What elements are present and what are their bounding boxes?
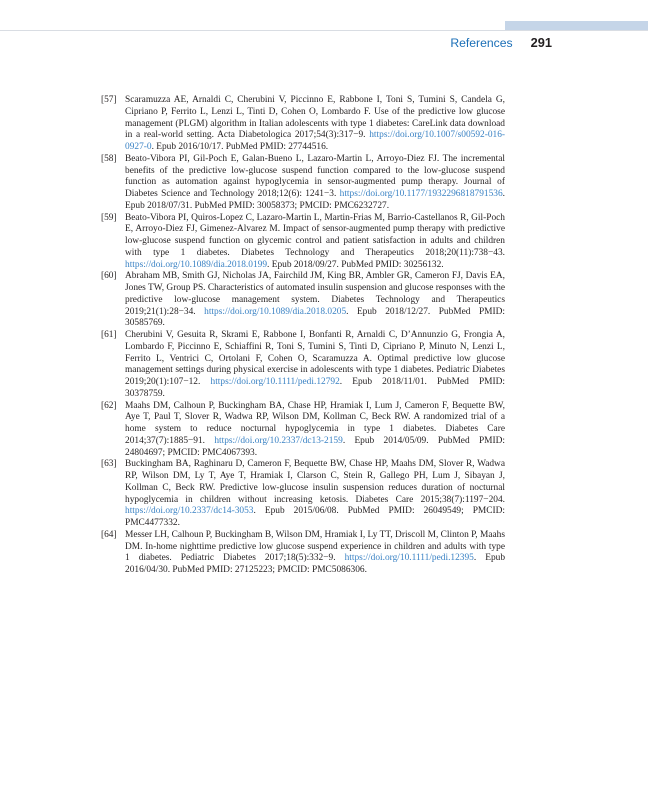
reference-text	[125, 271, 505, 330]
reference-number: [58]	[101, 153, 117, 164]
reference-epub: . Epub 2018/12/27. PubMed PMID: 30585769.	[125, 306, 505, 329]
reference-number: [57]	[101, 95, 117, 105]
reference-citation: Buckingham BA, Raghinaru D, Cameron F, Bequette BW, Chase HP, Maahs DM, Slover R, Wadwa RP, Wilson DM, Ly T, Aye T, Hramiak I, Clarson C, Stein R, Gallego PH, Lum J, Sibayan J, Kollman C, Beck RW. Predictive low-glucose insulin suspension reduces duration of nocturnal hypoglycemia in children without increasing ketosis. Diabetes Care 2015;38(7):1197−204.	[125, 459, 505, 505]
doi-link[interactable]: https://doi.org/10.1177/1932296818791536	[339, 189, 503, 199]
reference-entry	[101, 330, 505, 401]
reference-citation: Abraham MB, Smith GJ, Nicholas JA, Fairchild JM, King BR, Ambler GR, Cameron FJ, Davis EA, Jones TW, Group PS. Characteristics of automated insulin suspension and glucose responses with the predictive low-glucose management system. Diabetes Technology and Therapeutics 2019;21(1):28−34.	[125, 271, 505, 317]
doi-link[interactable]: https://doi.org/10.1111/pedi.12792	[210, 377, 340, 387]
reference-entry	[101, 530, 505, 577]
reference-epub: . Epub 2018/11/01. PubMed PMID: 30378759.	[125, 377, 505, 399]
reference-entry	[101, 401, 505, 460]
section-title: References	[450, 36, 513, 50]
reference-entry	[101, 95, 505, 154]
reference-text	[125, 530, 505, 577]
doi-link[interactable]: https://doi.org/10.2337/dc13-2159	[214, 435, 343, 446]
page-number: 291	[530, 35, 552, 50]
reference-entry	[101, 213, 505, 272]
reference-list	[101, 95, 505, 577]
reference-text	[125, 330, 505, 401]
reference-text	[125, 459, 505, 530]
reference-number: [61]	[101, 330, 117, 340]
reference-number: [60]	[101, 271, 117, 282]
reference-entry	[101, 459, 505, 530]
reference-citation: Cherubini V, Gesuita R, Skrami E, Rabbone I, Bonfanti R, Arnaldi C, D’Annunzio G, Frongia A, Lombardo F, Piccinno E, Schiaffini R, Toni S, Tumini S, Tinti D, Cipriano P, Minuto N, Lenzi L, Ferrito L, Ventrici C, Ortolani F, Cohen O, Scaramuzza A. Optimal predictive low glucose management settings during physical exercise in adolescents with type 1 diabetes. Pediatric Diabetes 2019;20(1):107−12.	[125, 330, 505, 387]
reference-epub: . Epub 2016/04/30. PubMed PMID: 27125223; PMCID: PMC5086306.	[125, 553, 506, 575]
reference-number: [63]	[101, 459, 117, 470]
doi-link[interactable]: https://doi.org/10.2337/dc14-3053	[125, 506, 254, 517]
header-rule	[0, 30, 648, 31]
reference-citation: Messer LH, Calhoun P, Buckingham B, Wilson DM, Hramiak I, Ly TT, Driscoll M, Clinton P, Maahs DM. In-home nighttime predictive low glucose suspend experience in children and adults with type 1 diabetes. Pediatric Diabetes 2017;18(5):332−9.	[125, 529, 505, 564]
doi-link[interactable]: https://doi.org/10.1111/pedi.12395	[344, 553, 474, 564]
doi-link[interactable]: https://doi.org/10.1089/dia.2018.0205	[204, 306, 347, 317]
reference-citation: Maahs DM, Calhoun P, Buckingham BA, Chase HP, Hramiak I, Lum J, Cameron F, Bequette BW, Aye T, Paul T, Slover R, Wadwa RP, Wilson DM, Kollman C, Beck RW. A randomized trial of a home system to reduce nocturnal hypoglycemia in type 1 diabetes. Diabetes Care 2014;37(7):1885−91.	[125, 400, 505, 446]
reference-epub: . Epub 2018/09/27. PubMed PMID: 30256132.	[267, 259, 444, 270]
reference-text	[125, 401, 505, 460]
reference-number: [64]	[101, 529, 117, 540]
reference-entry	[101, 271, 505, 330]
reference-citation: Scaramuzza AE, Arnaldi C, Cherubini V, Piccinno E, Rabbone I, Toni S, Tumini S, Candela G, Cipriano P, Ferrito L, Lenzi L, Tinti D, Cohen O, Lombardo F. Use of the predictive low glucose management (PLGM) algorithm in Italian adolescents with type 1 diabetes: CareLink data download in a real-world setting. Acta Diabetologica 2017;54(3):317−9.	[125, 95, 505, 141]
reference-epub: . Epub 2016/10/17. PubMed PMID: 27744516.	[151, 142, 329, 152]
reference-number: [59]	[101, 212, 117, 223]
reference-text	[125, 213, 505, 272]
doi-link[interactable]: https://doi.org/10.1007/s00592-016-0927-0	[125, 130, 506, 152]
reference-citation: Beato-Vibora PI, Quiros-Lopez C, Lazaro-Martin L, Martin-Frias M, Barrio-Castellanos R, Gil-Poch E, Arroyo-Diez FJ, Gimenez-Alvarez M. Impact of sensor-augmented pump therapy with predictive low-glucose suspend function on glycemic control and patient satisfaction in adults and children with type 1 diabetes. Diabetes Technology and Therapeutics 2018;20(11):738−43.	[125, 212, 505, 258]
reference-text	[125, 95, 505, 154]
reference-epub: . Epub 2015/06/08. PubMed PMID: 26049549; PMCID: PMC4477332.	[125, 506, 505, 528]
reference-number: [62]	[101, 400, 117, 411]
doi-link[interactable]: https://doi.org/10.1089/dia.2018.0199	[125, 259, 268, 270]
reference-entry	[101, 154, 505, 213]
reference-citation: Beato-Vibora PI, Gil-Poch E, Galan-Bueno L, Lazaro-Martin L, Arroyo-Diez FJ. The incremental benefits of the predictive low-glucose suspend function compared to the low-glucose suspend function as automation against hypoglycemia in sensor-augmented pump therapy. Journal of Diabetes Science and Technology 2018;12(6): 1241−3.	[125, 153, 505, 199]
reference-epub: . Epub 2014/05/09. PubMed PMID: 24804697; PMCID: PMC4067393.	[125, 435, 505, 458]
running-head	[450, 35, 552, 51]
reference-epub: . Epub 2018/07/31. PubMed PMID: 30058373; PMCID: PMC6232727.	[125, 189, 505, 211]
header-accent-bar	[505, 21, 648, 30]
reference-text	[125, 154, 505, 213]
